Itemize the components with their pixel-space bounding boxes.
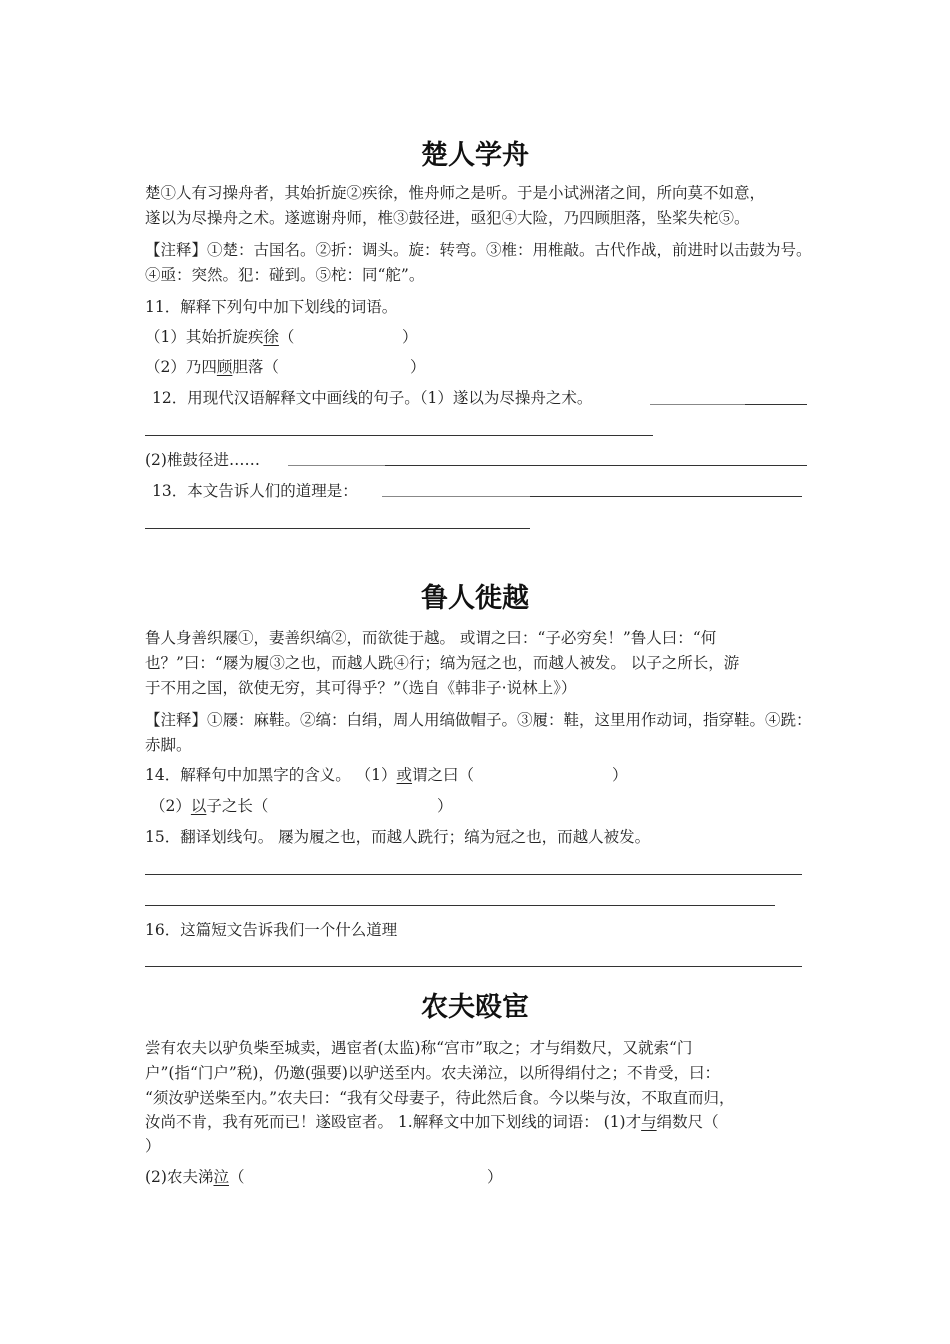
- title-luren-xiyue: 鲁人徙越: [421, 583, 529, 614]
- question-text: (2)农夫涕: [145, 1168, 214, 1186]
- answer-line[interactable]: [145, 905, 775, 906]
- question-12: 12．用现代汉语解释文中画线的句子。（1）遂以为尽操舟之术。: [152, 389, 593, 407]
- question-12-2: (2)椎鼓径进……: [145, 451, 260, 469]
- answer-blank-close[interactable]: ）: [410, 358, 426, 376]
- question-text: 14．解释句中加黑字的含义。 （1）: [145, 766, 397, 784]
- answer-line[interactable]: [745, 404, 807, 405]
- annotation-line: 【注释】①楚：古国名。②折：调头。旋：转弯。③椎：用椎敲。古代作战，前进时以击鼓为号。: [145, 241, 812, 259]
- answer-line[interactable]: [145, 435, 653, 436]
- underlined-word: 与: [641, 1113, 657, 1131]
- underlined-word: 以: [190, 797, 207, 815]
- answer-line[interactable]: [145, 966, 802, 967]
- passage-line: “须汝驴送柴至内。”农夫曰：“我有父母妻子，待此然后食。今以柴与汝，不取直而归，: [145, 1089, 735, 1107]
- annotation-line: ④亟：突然。犯：碰到。⑤柁：同“舵”。: [145, 266, 425, 284]
- question-text: 胆落（: [232, 358, 279, 376]
- answer-line[interactable]: [385, 465, 807, 466]
- question-16: 16．这篇短文告诉我们一个什么道理: [145, 921, 398, 939]
- answer-blank-close[interactable]: ）: [487, 1168, 503, 1186]
- underlined-word: 徐: [263, 328, 279, 346]
- question-text: （1）其始折旋疾: [145, 328, 264, 346]
- underlined-word: 泣: [213, 1168, 229, 1186]
- answer-line[interactable]: [382, 496, 530, 497]
- answer-line[interactable]: [530, 496, 802, 497]
- passage-line: 楚①人有习操舟者，其始折旋②疾徐，惟舟师之是听。于是小试洲渚之间，所向莫不如意，: [145, 184, 766, 202]
- question-15: 15．翻译划线句。 屦为履之也，而越人跣行；缟为冠之也，而越人被发。: [145, 828, 651, 846]
- question-text: （: [278, 328, 295, 346]
- passage-line: 尝有农夫以驴负柴至城卖，遇宦者(太监)称“宫市”取之；才与绢数尺，又就索“门: [145, 1039, 693, 1057]
- answer-blank-close[interactable]: ）: [145, 1137, 161, 1155]
- title-nongfu-ouhuan: 农夫殴宦: [421, 992, 529, 1023]
- answer-blank-close[interactable]: ）: [437, 797, 453, 815]
- annotation-line: 【注释】①屦：麻鞋。②缟：白绢，周人用缟做帽子。③履：鞋，这里用作动词，指穿鞋。④跣：: [145, 711, 812, 729]
- question-text: （: [228, 1168, 245, 1186]
- title-churen-xuezhou: 楚人学舟: [421, 140, 529, 171]
- passage-text: 汝尚不肯，我有死而已！遂殴宦者。 1.解释文中加下划线的词语： (1)才: [145, 1113, 642, 1131]
- question-11-1: [145, 327, 294, 347]
- question-13: 13．本文告诉人们的道理是：: [152, 482, 358, 500]
- question-text: （2）乃四: [145, 358, 217, 376]
- answer-blank-close[interactable]: ）: [612, 766, 628, 784]
- question-text: 谓之曰（: [412, 766, 475, 784]
- passage-line: 遂以为尽操舟之术。遂遮谢舟师，椎③鼓径进，亟犯④大险，乃四顾胆落，坠桨失柁⑤。: [145, 209, 750, 227]
- answer-line[interactable]: [145, 528, 530, 529]
- passage-line: 于不用之国，欲使无穷，其可得乎？”（选自《韩非子·说林上》）: [145, 679, 577, 697]
- passage-line: 户”(指“门户”税)，仍邀(强要)以驴送至内。农夫涕泣，以所得绢付之；不肯受，曰：: [145, 1064, 720, 1082]
- underlined-word: 或: [396, 766, 413, 784]
- question-text: （2）: [150, 797, 191, 815]
- answer-line[interactable]: [145, 874, 802, 875]
- answer-blank-close[interactable]: ）: [402, 328, 418, 346]
- question-11: 11．解释下列句中加下划线的词语。: [145, 298, 398, 316]
- passage-line: 鲁人身善织屦①，妻善织缟②，而欲徙于越。 或谓之曰：“子必穷矣！”鲁人曰：“何: [145, 629, 717, 647]
- answer-line[interactable]: [650, 404, 745, 405]
- question-14-2: [150, 796, 268, 816]
- question-14: [145, 765, 474, 785]
- annotation-line: 赤脚。: [145, 736, 192, 754]
- answer-line[interactable]: [288, 465, 385, 466]
- passage-text: 绢数尺（: [656, 1113, 719, 1131]
- underlined-word: 顾: [216, 358, 233, 376]
- passage-line: 也？”曰：“屦为履③之也，而越人跣④行；缟为冠之也，而越人被发。 以子之所长，游: [145, 654, 740, 672]
- question-text: 子之长（: [206, 797, 269, 815]
- question-2: [145, 1167, 245, 1187]
- passage-line: [145, 1112, 719, 1132]
- question-11-2: [145, 357, 279, 377]
